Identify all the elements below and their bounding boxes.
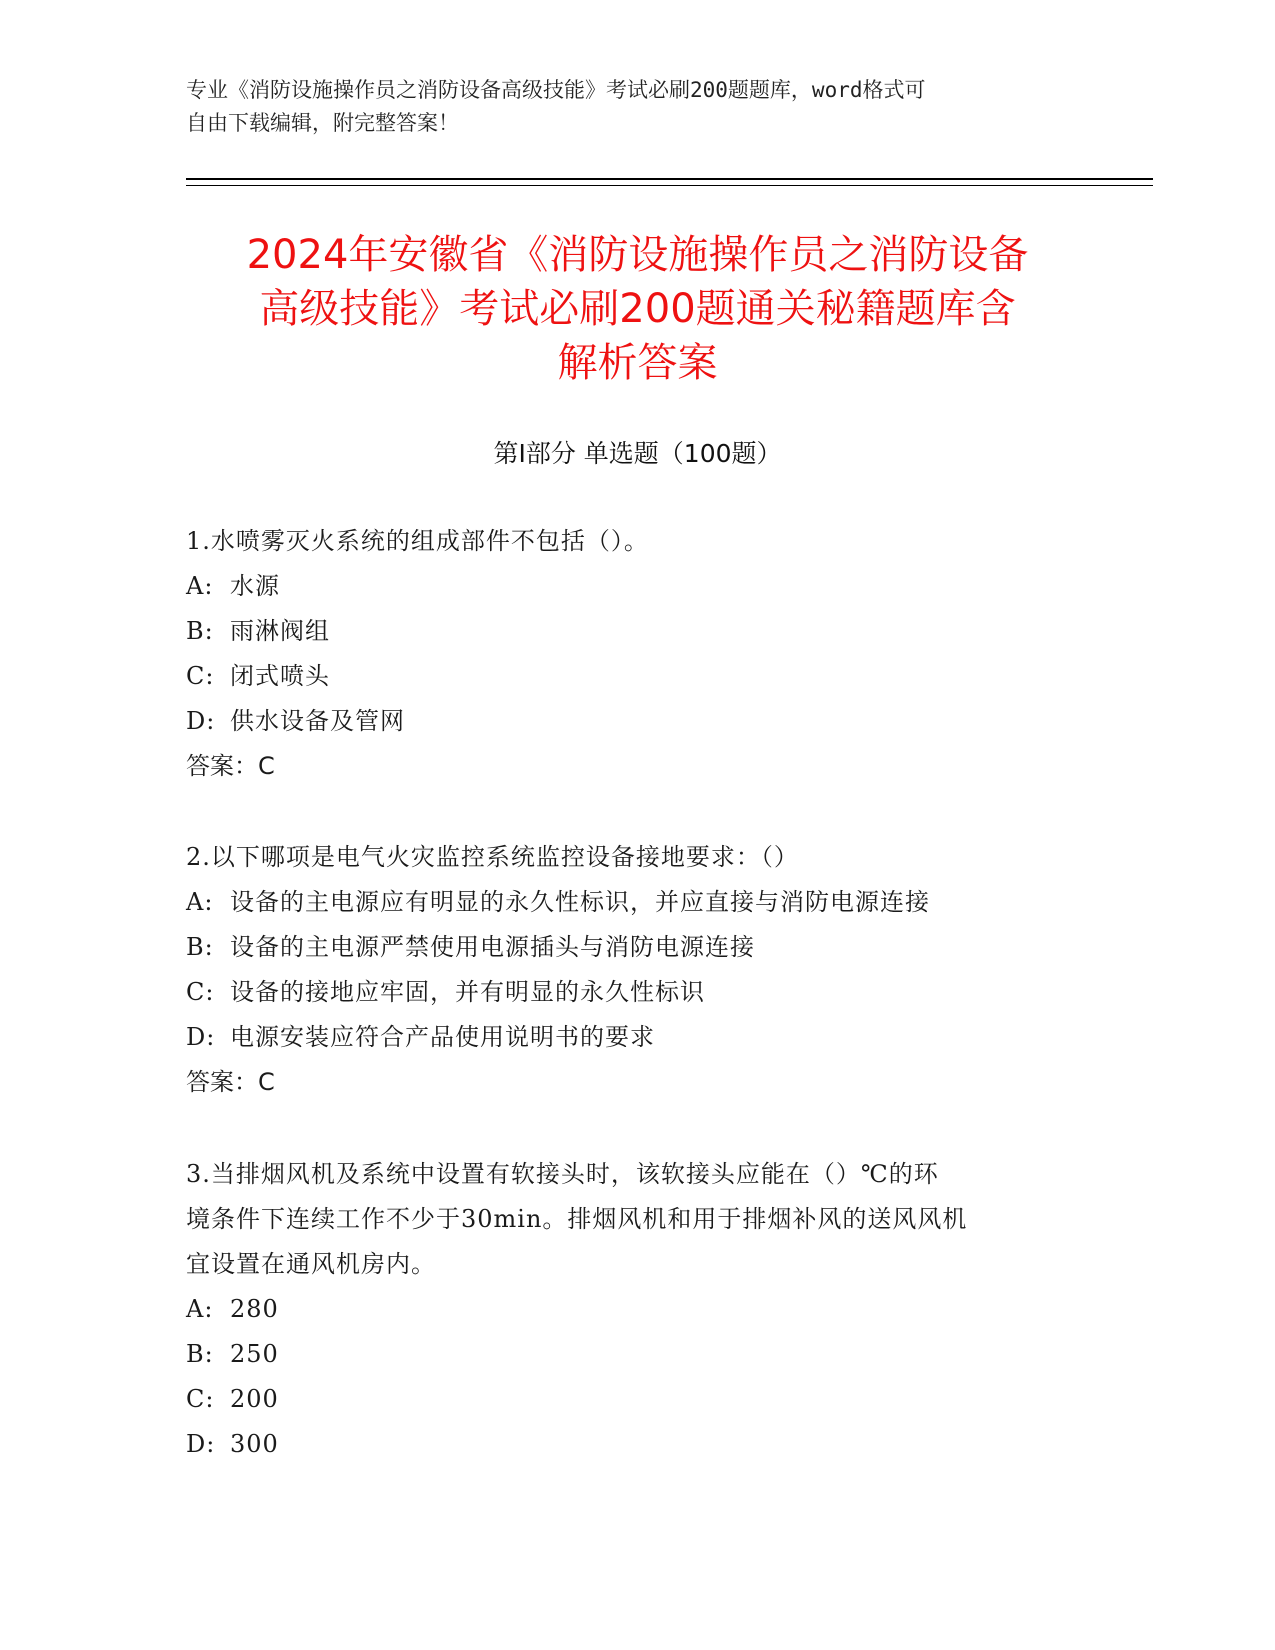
option-key: D:	[186, 707, 216, 735]
option-key: A:	[186, 572, 214, 600]
question-2	[186, 835, 1086, 1105]
option-a	[186, 880, 1086, 925]
answer: 答案：C	[186, 752, 275, 780]
option-b	[186, 1332, 1086, 1377]
header-note-line-2: 自由下载编辑，附完整答案！	[186, 111, 459, 135]
option-text: 供水设备及管网	[230, 707, 405, 735]
document-title-line-1: 2024年安徽省《消防设施操作员之消防设备	[246, 232, 1029, 278]
option-key: C:	[186, 1385, 215, 1413]
option-a	[186, 1287, 1086, 1332]
option-text: 设备的主电源严禁使用电源插头与消防电源连接	[230, 933, 755, 961]
option-text: 水源	[230, 572, 280, 600]
option-key: B:	[186, 933, 214, 961]
option-c	[186, 970, 1086, 1015]
question-stem: 2.以下哪项是电气火灾监控系统监控设备接地要求：（）	[186, 843, 799, 871]
option-b	[186, 925, 1086, 970]
option-text: 200	[230, 1385, 279, 1413]
option-key: B:	[186, 1340, 214, 1368]
option-text: 280	[230, 1295, 279, 1323]
option-text: 250	[230, 1340, 279, 1368]
option-key: D:	[186, 1023, 216, 1051]
question-stem-line-3: 宜设置在通风机房内。	[186, 1250, 436, 1278]
option-text: 闭式喷头	[230, 662, 330, 690]
question-1	[186, 519, 1086, 789]
section-title: 第Ⅰ部分 单选题（100题）	[493, 439, 782, 468]
option-key: D:	[186, 1430, 216, 1458]
document-title-line-3: 解析答案	[557, 340, 718, 386]
question-3	[186, 1152, 1086, 1467]
option-text: 雨淋阀组	[230, 617, 330, 645]
option-d	[186, 699, 1086, 744]
option-key: C:	[186, 978, 215, 1006]
header-note	[186, 74, 1066, 140]
header-divider-thick	[186, 178, 1153, 180]
option-text: 300	[230, 1430, 279, 1458]
option-text: 设备的主电源应有明显的永久性标识，并应直接与消防电源连接	[230, 888, 930, 916]
document-title	[140, 228, 1135, 390]
option-key: A:	[186, 1295, 214, 1323]
option-key: A:	[186, 888, 214, 916]
option-text: 电源安装应符合产品使用说明书的要求	[230, 1023, 655, 1051]
question-stem-line-1: 3.当排烟风机及系统中设置有软接头时，该软接头应能在（）℃的环	[186, 1160, 939, 1188]
header-divider-thin	[186, 185, 1153, 186]
answer: 答案：C	[186, 1068, 275, 1096]
option-c	[186, 1377, 1086, 1422]
option-key: C:	[186, 662, 215, 690]
header-note-line-1: 专业《消防设施操作员之消防设备高级技能》考试必刷200题题库，word格式可	[186, 78, 926, 102]
option-text: 设备的接地应牢固，并有明显的永久性标识	[230, 978, 705, 1006]
option-d	[186, 1015, 1086, 1060]
option-c	[186, 654, 1086, 699]
option-a	[186, 564, 1086, 609]
option-key: B:	[186, 617, 214, 645]
question-stem-line-2: 境条件下连续工作不少于30min。排烟风机和用于排烟补风的送风风机	[186, 1205, 968, 1233]
document-title-line-2: 高级技能》考试必刷200题通关秘籍题库含	[259, 286, 1016, 332]
option-d	[186, 1422, 1086, 1467]
question-stem: 1.水喷雾灭火系统的组成部件不包括（）。	[186, 527, 649, 555]
option-b	[186, 609, 1086, 654]
